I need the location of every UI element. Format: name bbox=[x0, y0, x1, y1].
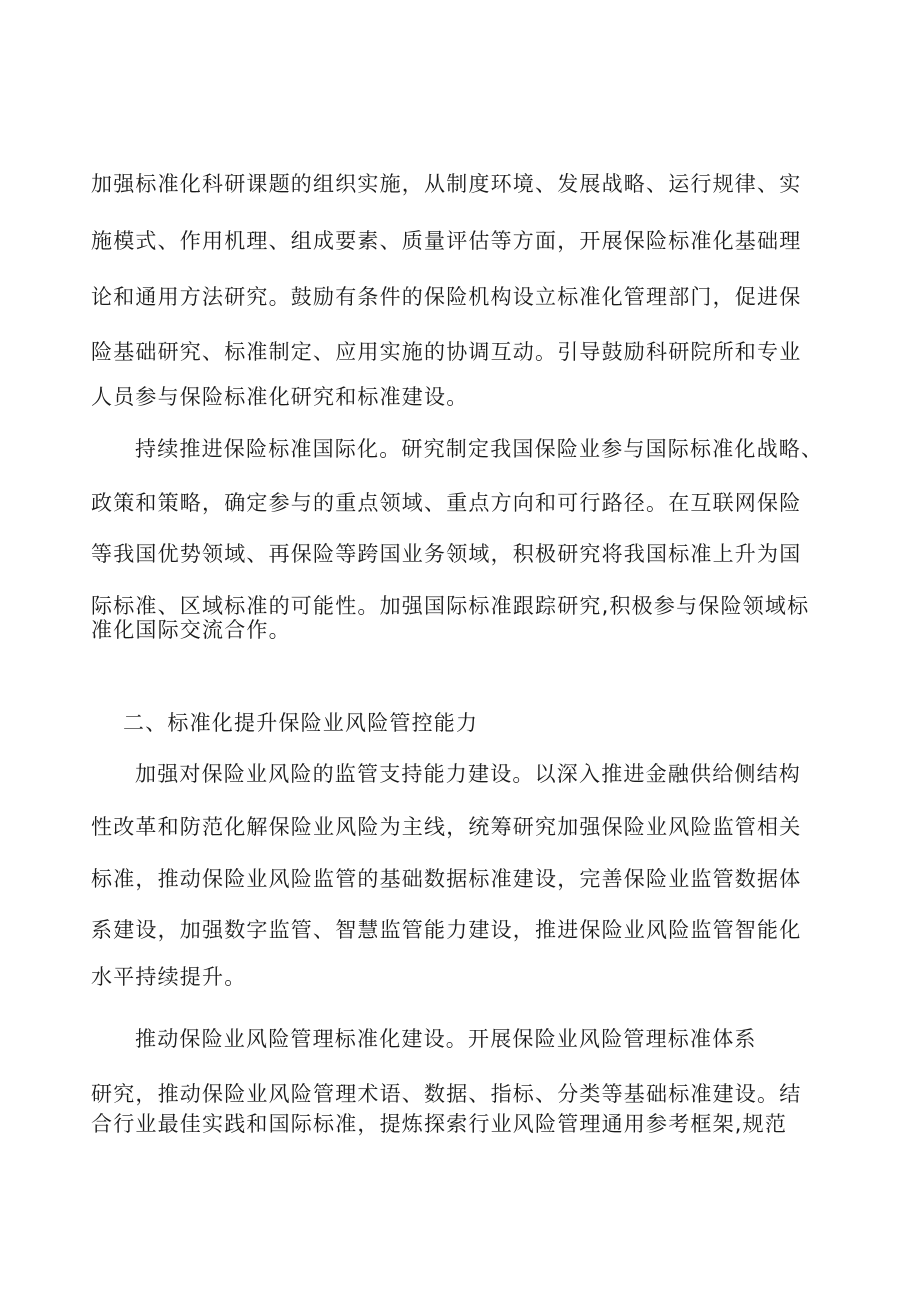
text-line: 政策和策略，确定参与的重点领域、重点方向和可行路径。在互联网保险 bbox=[91, 491, 802, 515]
text-line: 性改革和防范化解保险业风险为主线，统筹研究加强保险业风险监管相关 bbox=[91, 815, 802, 839]
section-heading: 二、标准化提升保险业风险管控能力 bbox=[123, 711, 479, 735]
text-line: 险基础研究、标准制定、应用实施的协调互动。引导鼓励科研院所和专业 bbox=[91, 340, 802, 364]
text-line: 人员参与保险标准化研究和标准建设。 bbox=[91, 385, 469, 409]
text-line: 论和通用方法研究。鼓励有条件的保险机构设立标准化管理部门，促进保 bbox=[91, 285, 802, 309]
text-line: 推动保险业风险管理标准化建设。开展保险业风险管理标准体系 bbox=[135, 1027, 757, 1051]
text-line: 际标准、区域标准的可能性。加强国际标准跟踪研究,积极参与保险领域标 bbox=[91, 594, 810, 618]
text-line: 水平持续提升。 bbox=[91, 965, 247, 989]
text-line: 加强标准化科研课题的组织实施，从制度环境、发展战略、运行规律、实 bbox=[91, 172, 802, 196]
text-line: 加强对保险业风险的监管支持能力建设。以深入推进金融供给侧结构 bbox=[135, 762, 801, 786]
text-line: 标准，推动保险业风险监管的基础数据标准建设，完善保险业监管数据体 bbox=[91, 867, 802, 891]
text-line: 持续推进保险标准国际化。研究制定我国保险业参与国际标准化战略、 bbox=[135, 437, 824, 461]
text-line: 施模式、作用机理、组成要素、质量评估等方面，开展保险标准化基础理 bbox=[91, 229, 802, 253]
text-line: 合行业最佳实践和国际标准，提炼探索行业风险管理通用参考框架,规范 bbox=[91, 1112, 788, 1136]
text-line: 准化国际交流合作。 bbox=[91, 618, 291, 642]
text-line: 系建设，加强数字监管、智慧监管能力建设，推进保险业风险监管智能化 bbox=[91, 918, 802, 942]
text-line: 研究，推动保险业风险管理术语、数据、指标、分类等基础标准建设。结 bbox=[91, 1082, 802, 1106]
text-line: 等我国优势领域、再保险等跨国业务领域，积极研究将我国标准上升为国 bbox=[91, 542, 802, 566]
